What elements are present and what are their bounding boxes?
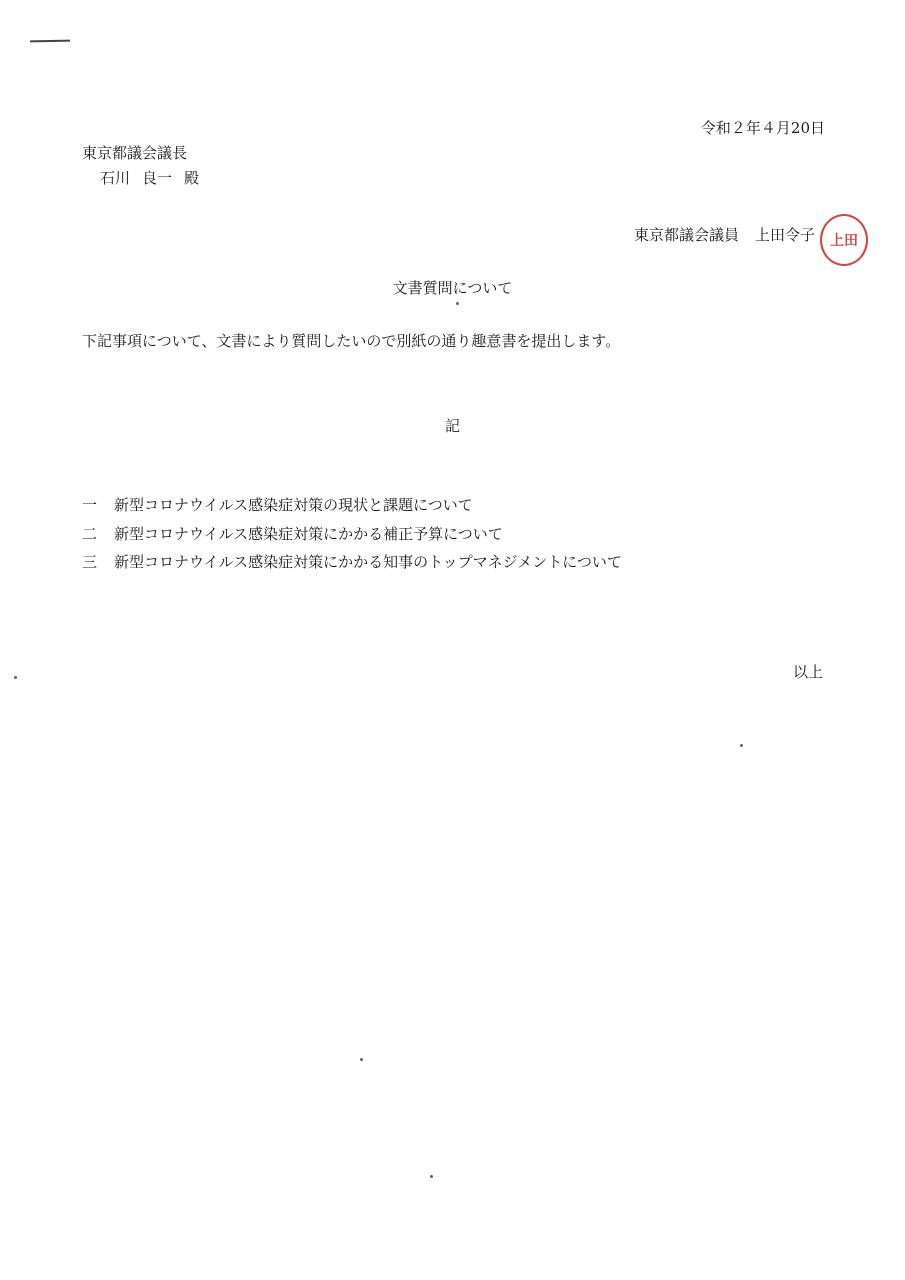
item-text: 新型コロナウイルス感染症対策の現状と課題について — [114, 496, 473, 514]
scan-speck — [14, 676, 17, 679]
addressee-title: 東京都議会議長 — [82, 144, 188, 162]
ki-heading: 記 — [444, 417, 460, 435]
item-number: 一 — [82, 496, 98, 514]
scan-speck — [456, 302, 459, 305]
item-number: 二 — [82, 525, 98, 543]
addressee-name — [100, 168, 199, 188]
document-subject: 文書質問について — [392, 279, 513, 297]
scan-speck — [740, 744, 743, 747]
intro-paragraph: 下記事項について、文書により質問したいので別紙の通り趣意書を提出します。 — [82, 332, 621, 350]
scan-mark — [30, 40, 70, 43]
sender-title: 東京都議会議員 — [633, 226, 739, 244]
closing-mark: 以上 — [792, 663, 823, 681]
item-text: 新型コロナウイルス感染症対策にかかる補正予算について — [114, 525, 503, 543]
list-item — [82, 524, 503, 544]
sender — [634, 225, 815, 245]
document-date: 令和２年４月20日 — [700, 119, 825, 137]
addressee-honorific: 殿 — [184, 169, 200, 187]
list-item — [82, 552, 622, 572]
list-item — [82, 495, 473, 515]
addressee-given-name: 良一 — [142, 169, 173, 187]
sender-name: 上田令子 — [754, 226, 815, 244]
seal-stamp — [820, 214, 868, 266]
addressee-family-name: 石川 — [100, 169, 131, 187]
item-text: 新型コロナウイルス感染症対策にかかる知事のトップマネジメントについて — [114, 553, 622, 571]
scan-speck — [360, 1058, 363, 1061]
item-number: 三 — [82, 553, 98, 571]
seal-text: 上田 — [830, 233, 858, 249]
scan-speck — [430, 1175, 433, 1178]
